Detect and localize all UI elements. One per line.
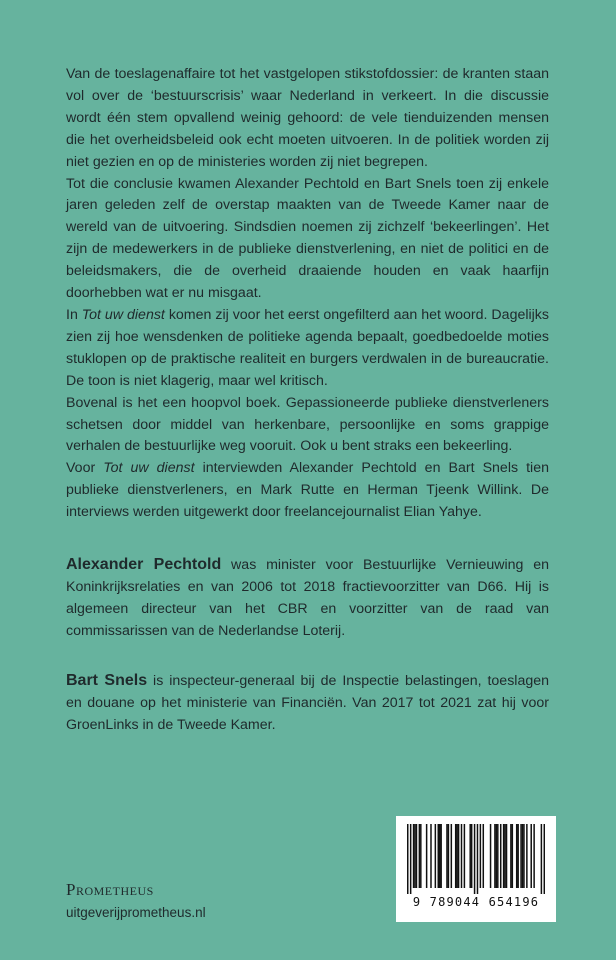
barcode-bar [496,824,498,888]
barcode-bar [461,824,463,888]
barcode-bars [407,824,545,894]
barcode-bar [413,824,415,888]
barcode-bar [497,824,499,888]
author-bio-text: was minister voor Bestuurlijke Vernieuwing en Koninkrijksrelaties en van 2006 tot 2018 fractievoorzitter van D66. Hij is algemeen directeur van het CBR en voorzitter van de raad van commissarissen van de Nederlandse Loterij. [66,557,550,639]
barcode-bar [469,824,471,888]
barcode-bar [416,824,418,888]
author-name: Bart Snels [66,672,148,689]
barcode-bar [526,824,528,888]
blurb-p5-text: interviewden Alexander Pechtold en Bart Snels tien publieke dienstverleners, en Mark Rutte en Herman Tjeenk Willink. De interviews werden uitgewerkt door freelancejournalist Elian Yahye. [66,460,549,521]
publisher-website: uitgeverijprometheus.nl [66,905,206,920]
barcode-bar [480,824,482,888]
barcode-bar [533,824,535,888]
author-name: Alexander Pechtold [66,556,222,573]
barcode-bar [523,824,525,888]
barcode-bar [512,824,513,888]
barcode-bar [500,824,502,888]
barcode-bar [490,824,492,888]
barcode-bar [506,824,508,888]
barcode-bar [446,824,448,888]
barcode-bar [458,824,460,888]
isbn-number: 9 789044 654196 [412,895,540,909]
author-bio-pechtold [66,554,549,643]
barcode-bar [474,824,476,894]
blurb-paragraph-4: Bovenal is het een hoopvol boek. Gepassioneerde publieke dienstverleners schetsen door middel van herkenbare, persoonlijke en soms grappige verhalen de bestuurlijke weg vooruit. Ook u bent straks een bekeerling. [66,394,549,455]
barcode-bar [517,824,519,888]
author-bio-text: is inspecteur-generaal bij de Inspectie belastingen, toeslagen en douane op het ministerie van Financiën. Van 2017 tot 2021 zat hij voor GroenLinks in de Tweede Kamer. [66,673,550,733]
barcode-bar [544,824,545,894]
barcode-bar [410,824,412,894]
barcode-bar [420,824,422,888]
barcode-bar [435,824,437,888]
author-bio-snels [66,670,549,737]
blurb-p3-prefix: In [66,306,82,323]
barcode-bar [471,824,473,888]
blurb-paragraph-3 [66,305,549,393]
barcode-bar [510,824,512,888]
barcode-bar [464,824,466,888]
barcode-bar [504,824,506,888]
publisher-block [66,880,206,922]
book-title-italic: Tot uw dienst [103,460,195,477]
barcode-bar [516,824,518,888]
barcode-bar [419,824,421,888]
barcode-bar [520,824,522,888]
barcode-bar [438,824,440,888]
barcode-bar [426,824,428,888]
barcode-bar [530,824,532,888]
barcode-bar [440,824,442,888]
book-blurb [66,64,549,524]
barcode-bar [439,824,441,888]
blurb-paragraph-1: Van de toeslagenaffaire tot het vastgelopen stikstofdossier: de kranten staan vol over de ‘bestuurscrisis’ waar Nederland in verkeert. In die discussie wordt één stem opvallend weinig gehoord: de vele tienduizenden mensen die het overheidsbeleid ook echt moeten uitvoeren. In de politiek worden zij niet gezien en op de ministeries worden zij niet begrepen. [66,66,549,170]
book-title-italic: Tot uw dienst [81,306,165,323]
publisher-logo: Prometheus [66,880,154,899]
barcode-bar [483,824,485,888]
blurb-paragraph-2: Tot die conclusie kwamen Alexander Pechtold en Bart Snels toen zij enkele jaren geleden zelf de overstap maakten van de Tweede Kamer naar de wereld van de uitvoering. Sindsdien noemen zij zichzelf ‘bekeerlingen’. Het zijn de medewerkers in de publieke dienstverlening, en niet de politici en de beleidsmakers, die de overheid draaiende houden en vaak haarfijn doorhebben wat er nu misgaat. [66,175,549,302]
blurb-p3-text: komen zij voor het eerst ongefilterd aan het woord. Dagelijks zien zij hoe wensdenken de politieke agenda bepaalt, goedbedoelde moties stuklopen op de praktische realiteit en burgers verdwalen in de bureaucratie. De toon is niet klagerig, maar wel kritisch. [66,306,549,389]
blurb-paragraph-5 [66,458,549,524]
barcode-bar [494,824,496,888]
barcode-bar [456,824,458,888]
barcode-bar [455,824,457,888]
isbn-barcode [396,816,556,922]
barcode-bar [503,824,505,888]
barcode-bar [448,824,450,888]
barcode-bar [451,824,453,888]
barcode-bar [477,824,479,894]
barcode-bar [414,824,416,888]
barcode-bar [407,824,409,894]
barcode-bar [522,824,524,888]
barcode-bar [541,824,543,894]
blurb-p5-prefix: Voor [66,460,104,477]
barcode-bar [430,824,432,888]
